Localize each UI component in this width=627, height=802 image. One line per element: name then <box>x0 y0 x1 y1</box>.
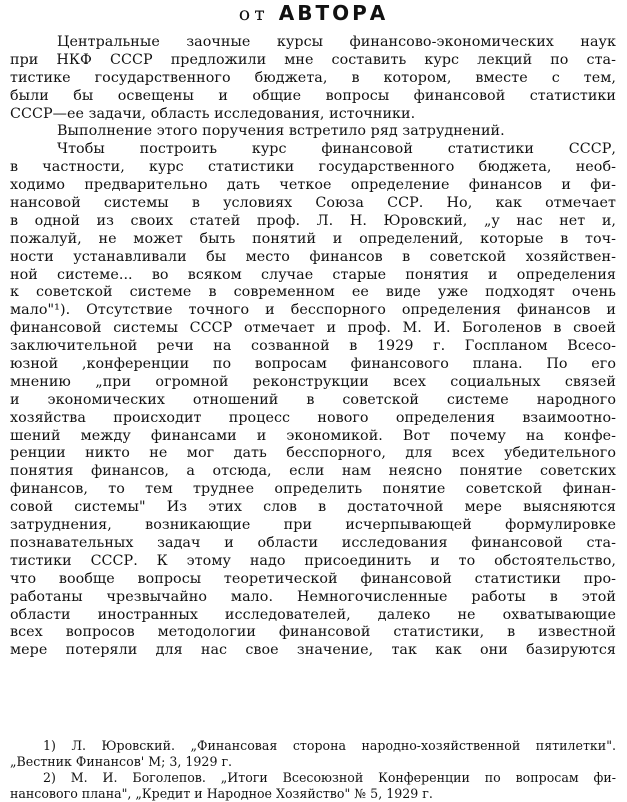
text-line: ренции никто не мог дать бесспорного, для всех убедительного <box>10 445 616 462</box>
text-line: понятия финансов, а отсюда, если нам неясно понятие советских <box>10 463 616 480</box>
body-text <box>10 34 616 660</box>
text-line: тистики СССР. К этому надо присоединить и то обстоятельство, <box>10 552 616 569</box>
text-line: при НКФ СССР предложили мне составить курс лекций по ста- <box>10 51 616 68</box>
text-line: к советской системе в современном ее виде уже подходят очень <box>10 284 616 301</box>
text-line: нансовой системы в условиях Союза ССР. Но, как отмечает <box>10 195 616 212</box>
text-line: СССР—ее задачи, область исследования, источники. <box>10 105 416 122</box>
heading-prefix: от <box>238 3 269 25</box>
text-line: что вообще вопросы теоретической финансовой статистики про- <box>10 570 616 587</box>
text-line: мнению „при огромной реконструкции всех социальных связей <box>10 373 616 390</box>
text-line: шений между финансами и экономикой. Вот почему на конфе- <box>10 427 616 444</box>
heading-title: АВТОРА <box>278 1 389 25</box>
page-heading <box>0 0 627 28</box>
text-line: ности устанавливали бы место финансов в советской хозяйствен- <box>10 248 616 265</box>
footnote-line: 2) М. И. Боголепов. „Итоги Всесоюзной Конференции по вопросам фи- <box>43 770 616 785</box>
text-line: в одной из своих статей проф. Л. Н. Юровский, „у нас нет и, <box>10 212 616 229</box>
text-line: заключительной речи на созванной в 1929 г. Госпланом Всесо- <box>10 338 616 355</box>
footnote-line: „Вестник Финансов' М; 3, 1929 г. <box>10 754 233 769</box>
footnote-line: 1) Л. Юровский. „Финансовая сторона народно-хозяйственной пятилетки". <box>43 738 616 753</box>
text-line: Чтобы построить курс финансовой статистики СССР, <box>57 141 616 158</box>
footnote-line: нансового плана", „Кредит и Народное Хозяйство" № 5, 1929 г. <box>10 786 433 801</box>
text-line: познавательных задач и области исследования финансовой ста- <box>10 534 616 551</box>
text-line: совой системы" Из этих слов в достаточной мере выясняются <box>10 499 616 516</box>
text-line: финансовой системы СССР отмечает и проф. М. И. Боголенов в своей <box>10 320 616 337</box>
text-line: в частности, курс статистики государственного бюджета, необ- <box>10 159 616 176</box>
text-line: области иностранных исследователей, далеко не охватывающие <box>10 606 616 623</box>
text-line: затруднения, возникающие при исчерпывающей формулировке <box>10 517 616 534</box>
text-line: Центральные заочные курсы финансово-экономических наук <box>57 34 616 50</box>
text-line: юзной ,конференции по вопросам финансового плана. По его <box>10 356 616 373</box>
text-line: мере потеряли для нас свое значение, так как они базируются <box>10 642 616 659</box>
text-line: пожалуй, не может быть понятий и определений, которые в точ- <box>10 230 616 247</box>
text-line: работаны чрезвычайно мало. Немногочисленные работы в этой <box>10 588 616 605</box>
text-line: ходимо предварительно дать четкое определение финансов и фи- <box>10 177 616 194</box>
footnotes <box>10 738 616 802</box>
text-line: тистике государственного бюджета, в котором, вместе с тем, <box>10 69 616 86</box>
text-line: ной системе... во всяком случае старые понятия и определения <box>10 266 616 283</box>
text-line: и экономических отношений в советской системе народного <box>10 391 616 408</box>
text-line: хозяйства происходит процесс нового определения взаимоотно- <box>10 409 616 426</box>
text-line: Выполнение этого поручения встретило ряд затруднений. <box>57 123 505 140</box>
text-line: были бы освещены и общие вопросы финансовой статистики <box>10 87 616 104</box>
text-line: всех вопросов методологии финансовой статистики, в известной <box>10 624 616 641</box>
text-line: финансов, то тем труднее определить понятие советской финан- <box>10 481 616 498</box>
text-line: мало"¹). Отсутствие точного и бесспорного определения финансов и <box>10 302 616 319</box>
